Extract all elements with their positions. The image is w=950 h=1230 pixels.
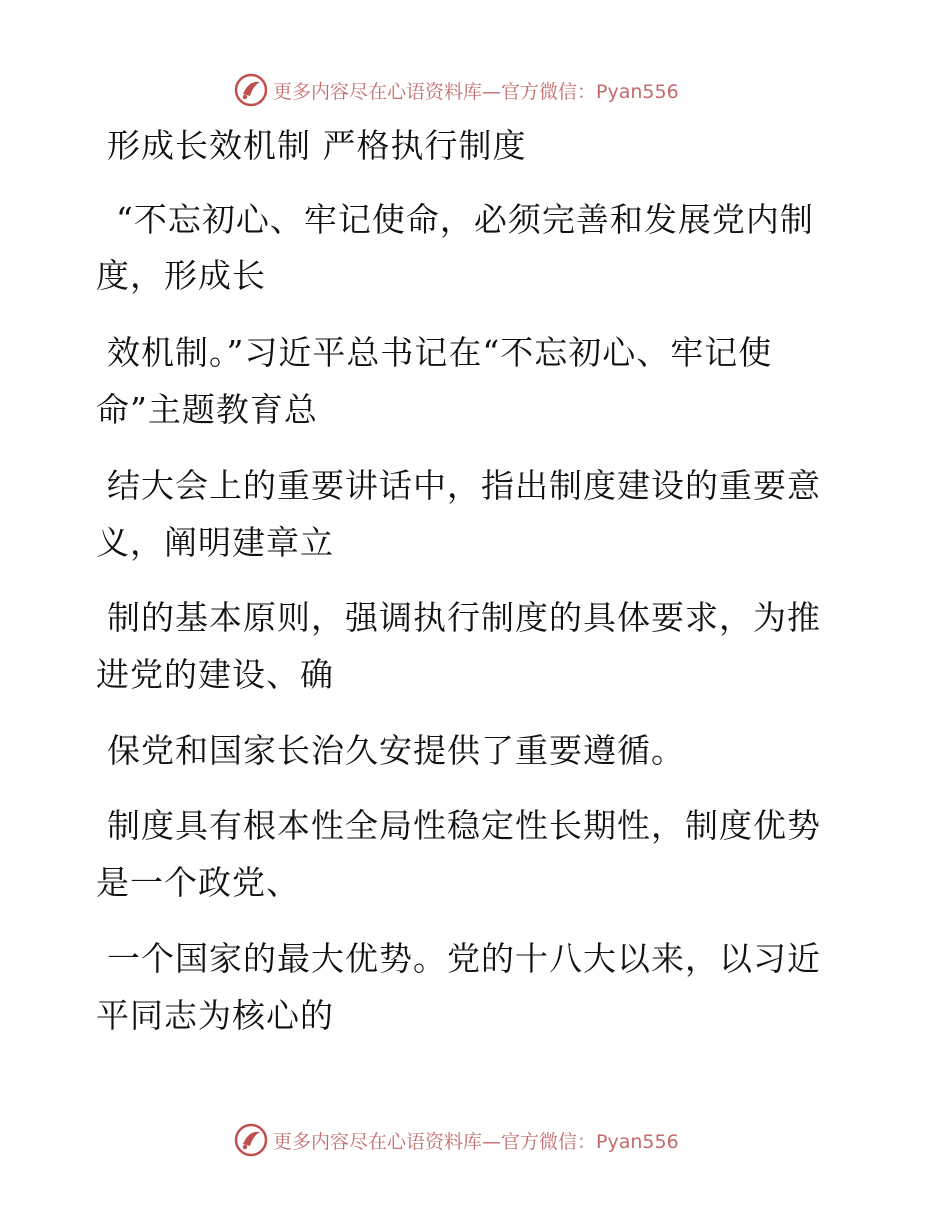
footer-banner-inner (233, 1120, 679, 1160)
document-line: “不忘初心、牢记使命，必须完善和发展党内制 (116, 200, 814, 239)
document-line: 结大会上的重要讲话中，指出制度建设的重要意 (107, 466, 821, 505)
document-line: 是一个政党、 (96, 863, 300, 902)
header-banner-text (273, 77, 679, 104)
footer-banner-label: 更多内容尽在心语资料库—官方微信： (273, 1130, 597, 1153)
document-line: 效机制。”习近平总书记在“不忘初心、牢记使 (107, 333, 773, 372)
footer-banner-text (273, 1127, 679, 1154)
header-banner-inner (233, 70, 679, 110)
document-line: 进党的建设、确 (96, 655, 334, 694)
document-line: 命”主题教育总 (96, 390, 318, 429)
footer-banner (0, 1120, 950, 1160)
header-wechat-id: Pyan556 (596, 80, 679, 103)
document-line: 度，形成长 (96, 256, 266, 295)
document-line: 一个国家的最大优势。党的十八大以来，以习近 (107, 939, 821, 978)
header-banner (0, 70, 950, 110)
footer-wechat-id: Pyan556 (596, 1130, 679, 1153)
document-line: 制度具有根本性全局性稳定性长期性，制度优势 (107, 806, 821, 845)
document-line: 形成长效机制 严格执行制度 (107, 126, 527, 165)
header-banner-label: 更多内容尽在心语资料库—官方微信： (273, 80, 597, 103)
logo-icon (233, 1122, 269, 1158)
logo-icon (233, 72, 269, 108)
document-line: 保党和国家长治久安提供了重要遵循。 (107, 731, 685, 770)
document-line: 平同志为核心的 (96, 996, 334, 1035)
document-line: 制的基本原则，强调执行制度的具体要求，为推 (107, 598, 821, 637)
document-line: 义，阐明建章立 (96, 523, 334, 562)
